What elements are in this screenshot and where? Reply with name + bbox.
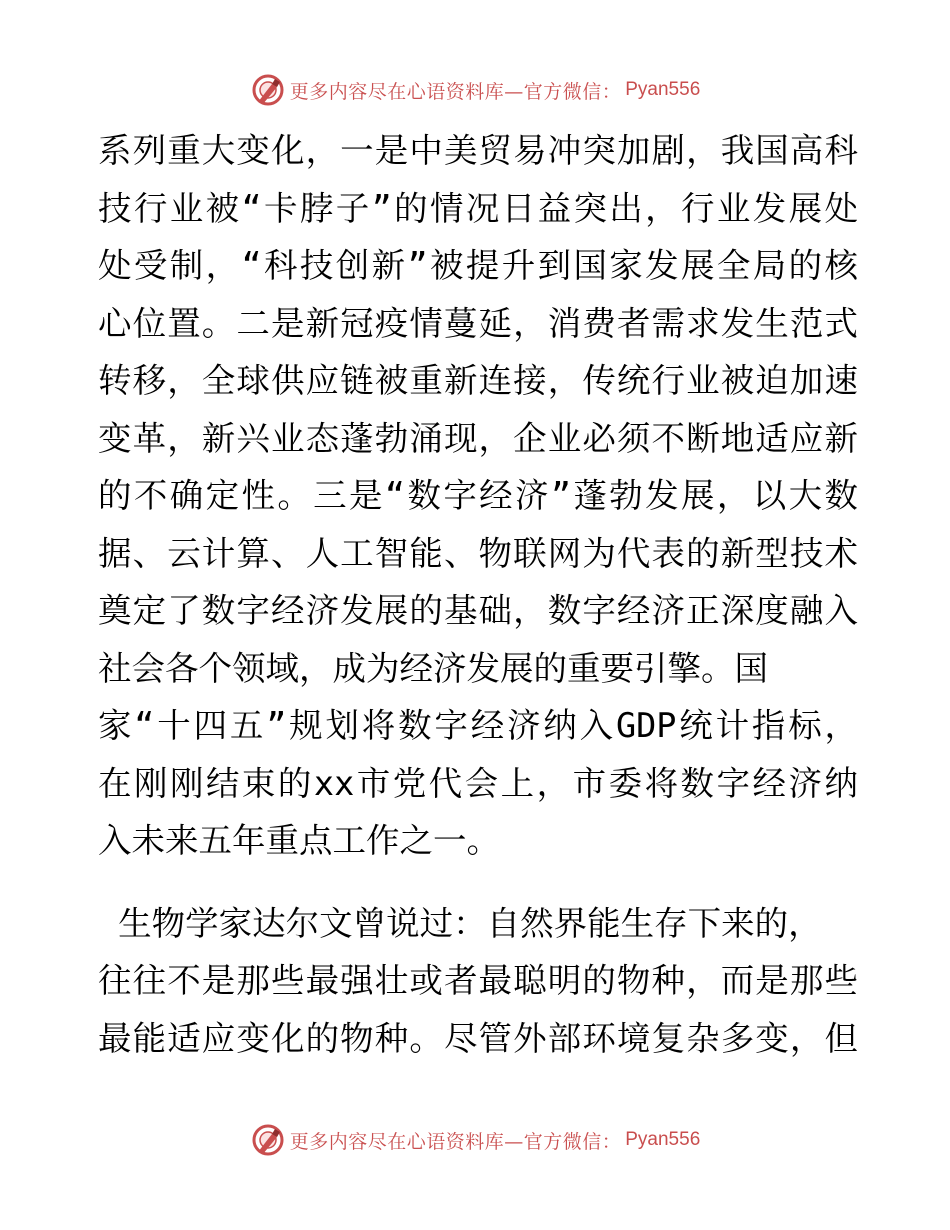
text-line: 往往不是那些最强壮或者最聪明的物种，而是那些 <box>98 961 858 1000</box>
pen-logo-icon <box>250 72 286 108</box>
paragraph-1 <box>98 122 858 870</box>
paragraph-spacer <box>98 870 858 895</box>
text-line: 心位置。二是新冠疫情蔓延，消费者需求发生范式 <box>98 303 858 343</box>
pen-logo-icon <box>250 1122 286 1158</box>
text-line: 在刚刚结束的xx市党代会上，市委将数字经济纳 <box>98 763 858 803</box>
document-body <box>98 122 858 1067</box>
text-line: 入未来五年重点工作之一。 <box>98 821 500 860</box>
text-line: 生物学家达尔文曾说过：自然界能生存下来的， <box>98 903 822 943</box>
watermark-wechat-id: Pyan556 <box>625 79 701 100</box>
footer-watermark <box>0 1118 950 1162</box>
text-line: 家“十四五”规划将数字经济纳入GDP统计指标， <box>98 706 858 745</box>
text-line: 变革，新兴业态蓬勃涌现，企业必须不断地适应新 <box>98 418 858 458</box>
text-line: 奠定了数字经济发展的基础，数字经济正深度融入 <box>98 591 858 630</box>
text-line: 据、云计算、人工智能、物联网为代表的新型技术 <box>98 533 858 573</box>
text-line: 转移，全球供应链被重新连接，传统行业被迫加速 <box>98 361 858 400</box>
paragraph-2 <box>98 895 858 1068</box>
text-line: 技行业被“卡脖子”的情况日益突出，行业发展处 <box>98 188 858 228</box>
header-watermark <box>0 68 950 112</box>
text-line: 最能适应变化的物种。尽管外部环境复杂多变，但 <box>98 1018 858 1058</box>
text-line: 的不确定性。三是“数字经济”蓬勃发展，以大数 <box>98 476 858 515</box>
watermark-wechat-id: Pyan556 <box>625 1129 701 1150</box>
watermark-text: 更多内容尽在心语资料库—官方微信： <box>289 1130 622 1153</box>
text-line: 处受制，“科技创新”被提升到国家发展全局的核 <box>98 246 858 285</box>
text-line: 系列重大变化，一是中美贸易冲突加剧，我国高科 <box>98 131 858 170</box>
watermark-text: 更多内容尽在心语资料库—官方微信： <box>289 80 622 103</box>
text-line: 社会各个领域，成为经济发展的重要引擎。国 <box>98 648 768 688</box>
